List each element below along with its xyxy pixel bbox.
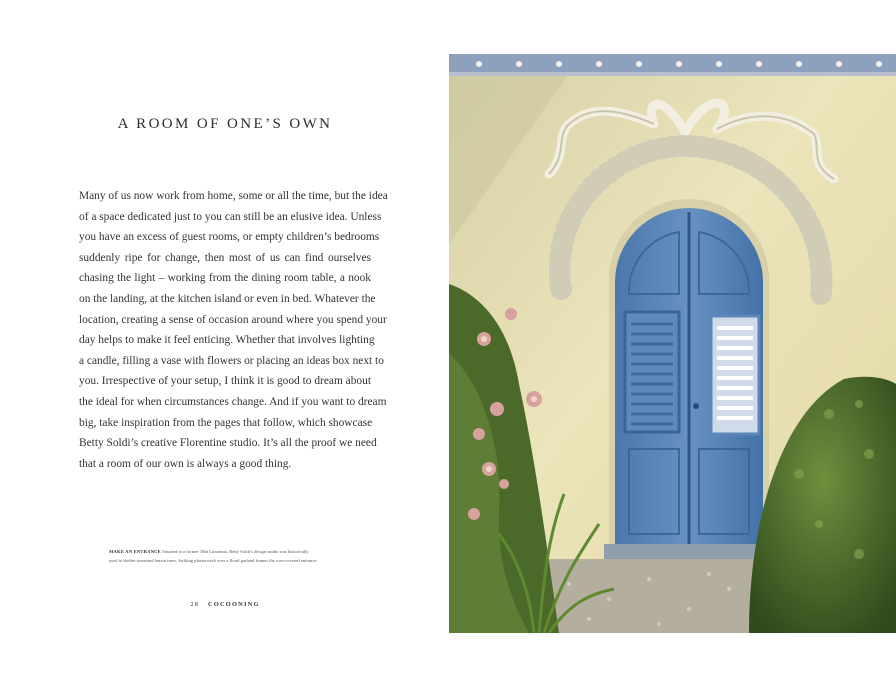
door-photo [449,54,896,633]
door-illustration [449,54,896,633]
body-line: location, creating a sense of occasion around where you spend your [79,313,387,326]
body-line: Many of us now work from home, some or all the time, but the idea [79,190,388,202]
chapter-heading: A ROOM OF ONE’S OWN [117,116,333,132]
body-line: big, take inspiration from the pages that follow, which showcase [79,416,373,429]
body-line: a candle, filling a vase with flowers or placing an ideas box next to [79,354,384,367]
caption-text-1: Situated in a former 18th Limonaia, Betty Soldi’s design studio was historically [162,549,309,554]
left-shutter [625,312,679,432]
body-line: of a space dedicated just to you can still be an elusive idea. Unless [79,210,382,223]
page-number: 28 [190,601,200,608]
right-shutter [711,316,759,434]
body-line: you have an excess of guest rooms, or empty children’s bedrooms [79,231,380,244]
caption-lead: MAKE AN ENTRANCE [109,549,161,554]
section-name: COCOONING [207,601,260,608]
body-paragraph [79,186,388,474]
body-line: suddenly ripe for change, then most of us can find ourselves [79,251,371,264]
photo-caption [109,548,354,565]
body-line: the ideal for when circumstances change. And if you want to dream [79,395,387,408]
body-line: day helps to make it feel enticing. Whether that involves lighting [79,334,375,347]
door-handle-icon [693,403,699,409]
body-line: you. Irrespective of your setup, I think it is good to dream about [79,375,371,388]
body-line: Betty Soldi’s creative Florentine studio. It’s all the proof we need [79,437,377,450]
page-folio [60,601,390,608]
body-line: on the landing, at the kitchen island or even in bed. Whatever the [79,292,376,305]
body-line: that a room of our own is always a good thing. [79,457,292,470]
body-line: chasing the light – working from the dining room table, a nook [79,272,371,285]
caption-text-2: used to shelter treasured lemon trees. Striking plasterwork over a floral garland frames the rose-covered entrance. [109,557,318,563]
